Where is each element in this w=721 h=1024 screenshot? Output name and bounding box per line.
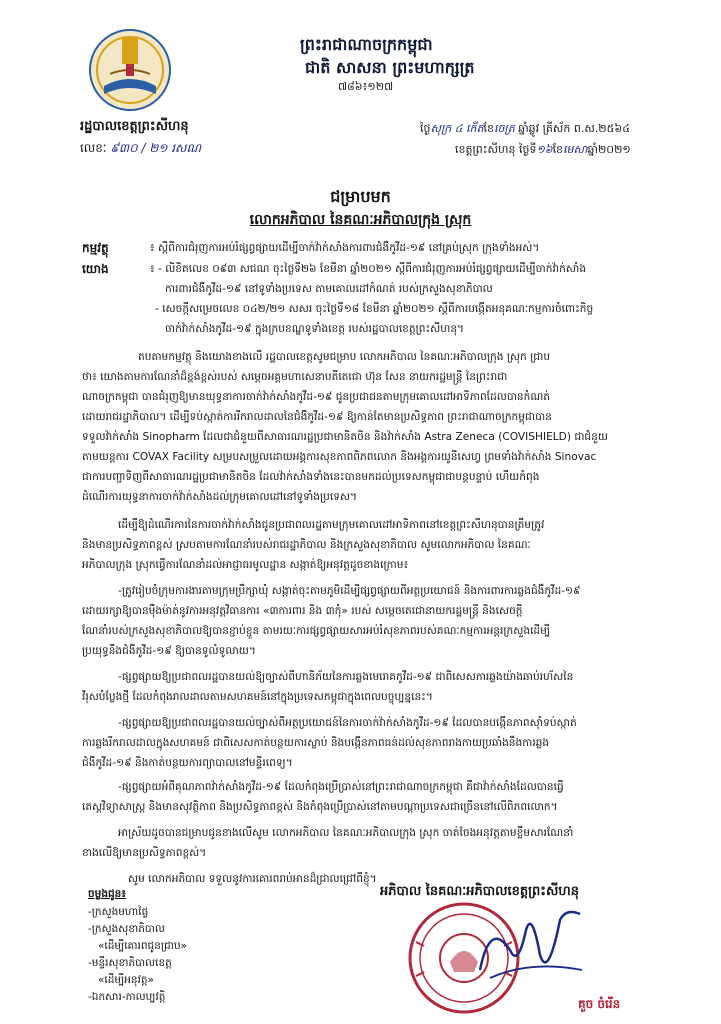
cc-item: «ដើម្បីអនុវត្ត» — [98, 974, 154, 986]
body-line: តាមយន្តការ COVAX Facility សម្របសម្រួលដោយអង្គការសុខភាពពិភពលោក និងអង្គការយូនីសេហ្វ ព្រមទាំងវ៉ាក់សាំង Sinovac — [82, 451, 597, 463]
lunar-date — [420, 122, 630, 138]
solar-date — [455, 143, 631, 159]
body-line: ដោយរាជរដ្ឋាភិបាល។ ដើម្បីទប់ស្កាត់ការរីករាលដាលនៃជំងឺកូវីដ-១៩ ឱ្យកាន់តែមានប្រសិទ្ធភាព ព្រះរាជាណាចក្រកម្ពុជាបាន — [82, 411, 552, 423]
provincial-logo — [84, 28, 176, 112]
body-line: ណាចក្រកម្ពុជា បានជំរុញឱ្យមានយុទ្ធនាការចាក់វ៉ាក់សាំងកូវីដ-១៩ ជូនប្រជាជនតាមក្រុមគោលដៅអាទិភាពដែលបានកំណត់ — [82, 391, 551, 403]
solar-month-label: ខែ — [552, 143, 564, 156]
solar-day-handwritten: ១៦ — [536, 143, 553, 156]
subject-text: ៖ ស្តីពីការជំរុញការអប់រំផ្សព្វផ្សាយដើម្បីចាក់វ៉ាក់សាំងការពារជំងឺកូវីដ-១៩ នៅគ្រប់ស្រុក ក្រុងទាំងអស់។ — [150, 242, 540, 254]
cc-item: -ក្រសួងសុខាភិបាល — [88, 923, 165, 935]
bullet-line: ណែនាំរបស់ក្រសួងសុខាភិបាលឱ្យបានខ្ជាប់ខ្ជួន តាមរយៈការផ្សព្វផ្សាយសារអប់រំសុខភាពរបស់គណៈកម្មការអន្តរក្រសួងដើម្បី — [82, 625, 551, 637]
lunar-month-handwritten: ចេត្រ — [493, 122, 515, 135]
lunar-month-label: ខែ — [483, 122, 494, 135]
reference-line: - សេចក្តីសម្រេចលេខ ០៤២/២១ សសរ ចុះថ្ងៃទី១៨ ខែមីនា ឆ្នាំ២០២១ ស្តីពីការបង្កើតអនុគណៈកម្មការចំពោះកិច្ច — [155, 303, 594, 315]
lunar-date-prefix: ថ្ងៃ — [420, 122, 431, 135]
reference-line: ចាក់វ៉ាក់សាំងកូវីដ-១៩ ក្នុងក្របខណ្ឌទូទាំងខេត្ត របស់រដ្ឋបាលខេត្តព្រះសីហនុ។ — [165, 323, 465, 335]
bullet-line: -ផ្សព្វផ្សាយឱ្យប្រជាពលរដ្ឋបានយល់ច្បាស់ពីអត្ថប្រយោជន៍នៃការចាក់វ៉ាក់សាំងកូវីដ-១៩ ដែលបានបង្កើនភាពស៊ាំទប់ស្កាត់ — [118, 717, 577, 729]
bullet-line: ប្រយុទ្ធនឹងជំងឺកូវីដ-១៩ ឱ្យបានទូលំទូលាយ។ — [82, 645, 256, 657]
kingdom-title: ព្រះរាជាណាចក្រកម្ពុជា — [300, 35, 433, 54]
signatory-name: គួច ចំរើន — [578, 997, 621, 1011]
reference-prefix: លេខៈ — [80, 141, 107, 155]
salutation: ជម្រាបមក — [330, 187, 391, 206]
bullet-line: ការឆ្លងរីករាលដាលក្នុងសហគមន៍ ជាពិសេសកាត់បន្ថយការស្លាប់ និងបង្កើនភាពធន់ដល់សុខភាពរាងកាយប្រឆាំងនឹងការឆ្លង — [82, 737, 550, 749]
cc-title: ចម្លងជូន៖ — [88, 888, 126, 900]
bullet-line: វីរុសបំប្លែងថ្មី ដែលកំពុងរាលដាលតាមសហគមន៍នៅក្នុងប្រទេសកម្ពុជាក្នុងពេលបច្ចុប្បន្ននេះ។ — [82, 691, 433, 703]
solar-date-prefix: ខេត្តព្រះសីហនុ ថ្ងៃទី — [455, 143, 537, 156]
closing-line: ខាងលើឱ្យមានប្រសិទ្ធភាពខ្ពស់។ — [82, 847, 207, 859]
handwritten-signature — [470, 900, 590, 990]
recipient-title: លោកអភិបាល នៃគណៈអភិបាលក្រុង ស្រុក — [249, 212, 472, 228]
lunar-day-handwritten: សុក្រ ៤ កើត — [430, 122, 484, 135]
header-ornament: ៧៨៦៖១២៧ — [338, 80, 394, 93]
solar-year: ឆ្នាំ២០២១ — [587, 143, 631, 156]
national-motto: ជាតិ សាសនា ព្រះមហាក្សត្រ — [305, 58, 475, 77]
closing-courtesy: សូម លោកអភិបាល ទទួលនូវការគោរពរាប់អានដ៏ជ្រាលជ្រៅពីខ្ញុំ។ — [128, 873, 377, 885]
reference-number — [80, 140, 201, 158]
bullet-line: -ត្រូវរៀបចំក្រុមការងារតាមក្រុមប្រឹក្សាឃុំ សង្កាត់ចុះតាមភូមិដើម្បីផ្សព្វផ្សាយពីអត្ថប្រយោជន៍ និងការពារការឆ្លងជំងឺកូវីដ-១៩ — [118, 585, 581, 597]
body-line: អភិបាលក្រុង ស្រុកធ្វើការណែនាំដល់អាជ្ញាធរមូលដ្ឋាន សង្កាត់ឱ្យអនុវត្តដូចខាងក្រោម៖ — [82, 559, 409, 571]
reference-number-handwritten: ៩៣០ / ២១ រសណ — [110, 141, 202, 155]
issuing-office: រដ្ឋបាលខេត្តព្រះសីហនុ — [80, 119, 189, 134]
bullet-line: -ផ្សព្វផ្សាយឱ្យប្រជាពលរដ្ឋបានយល់ឱ្យច្បាស់ពីហានិភ័យនៃការឆ្លងមេរោគកូវីដ-១៩ ជាពិសេសការឆ្លងយ៉ាងឆាប់រហ័សនៃ — [118, 671, 574, 683]
body-line: និងមានប្រសិទ្ធភាពខ្ពស់ ស្របតាមការណែនាំរបស់រាជរដ្ឋាភិបាល និងក្រសួងសុខាភិបាល សូមលោកអភិបាល នៃគណៈ — [82, 539, 531, 551]
bullet-line: -ផ្សព្វផ្សាយអំពីគុណភាពវ៉ាក់សាំងកូវីដ-១៩ ដែលកំពុងប្រើប្រាស់នៅព្រះរាជាណាចក្រកម្ពុជា គឺជាវ៉ាក់សាំងដែលបានធ្វើ — [118, 781, 564, 793]
body-line: ថា៖ យោងតាមការណែនាំដ៏ខ្ពង់ខ្ពស់របស់ សម្តេចអគ្គមហាសេនាបតីតេជោ ហ៊ុន សែន នាយករដ្ឋមន្ត្រី នៃព្រះរាជា — [82, 371, 508, 383]
solar-month-handwritten: មេសា — [563, 143, 588, 156]
lunar-year: ឆ្នាំឆ្លូវ ត្រីស័ក ព.ស.២៥៦៤ — [518, 122, 630, 135]
bullet-line: ជំងឺកូវីដ-១៩ និងកាត់បន្ថយការព្យាបាលនៅមន្ទីរពេទ្យ។ — [82, 757, 293, 769]
bullet-line: ដោយរក្សាឱ្យបានម៉ឺងម៉ាត់នូវការអនុវត្តវិធានការ «៣ការពារ និង ៣កុំ» របស់ សម្តេចតេជោនាយករដ្ឋមន្ត្រី និងសេចក្តី — [82, 605, 523, 617]
cc-item: -ឯកសារ-កាលប្បវត្តិ — [88, 991, 166, 1003]
body-line: ទទួលវ៉ាក់សាំង Sinopharm ដែលជាជំនួយពីសាធារណរដ្ឋប្រជាមានិតចិន និងវ៉ាក់សាំង Astra Zeneca (COVISHIELD) ជាជំនួយ — [82, 431, 608, 443]
body-line: ដំណើរការយុទ្ធនាការចាក់វ៉ាក់សាំងដល់ក្រុមគោលដៅនៅទូទាំងប្រទេស។ — [82, 491, 358, 503]
body-line: ជាការបញ្ជាទិញពីសាធារណរដ្ឋប្រជាមានិតចិន ដែលវ៉ាក់សាំងទាំងនេះបានមកដល់ប្រទេសកម្ពុជាជាបន្តបន្ទាប់ ហើយកំពុង — [82, 471, 540, 483]
body-line: តបតាមកម្មវត្ថុ និងយោងខាងលើ រដ្ឋបាលខេត្តសូមជម្រាប លោកអភិបាល នៃគណៈអភិបាលក្រុង ស្រុក ជ្រាប — [138, 351, 551, 363]
reference-line: ៖ - លិខិតលេខ ០៩៣ សជណ ចុះថ្ងៃទី២៦ ខែមីនា ឆ្នាំ២០២១ ស្តីពីការជំរុញការអប់រំផ្សព្វផ្សាយដើម្បីចាក់វ៉ាក់សាំង — [150, 263, 587, 275]
cc-item: -ក្រសួងមហាផ្ទៃ — [88, 906, 149, 918]
subject-label: កម្មវត្ថុ — [82, 241, 109, 255]
cc-item: -មន្ទីរសុខាភិបាលខេត្ត — [88, 957, 172, 969]
reference-line: ការពារជំងឺកូវីដ-១៩ នៅទូទាំងប្រទេស តាមគោលដៅកំណត់ របស់ក្រសួងសុខាភិបាល — [165, 283, 493, 295]
cc-item: «ដើម្បីគោរពជូនជ្រាប» — [98, 940, 188, 952]
reference-label: យោង — [82, 262, 109, 276]
bullet-line: តេស្តវិទ្យាសាស្ត្រ និងមានសុវត្ថិភាព និងប្រសិទ្ធភាពខ្ពស់ និងកំពុងប្រើប្រាស់នៅតាមបណ្តាប្រទេសជាច្រើននៅលើពិភពលោក។ — [82, 801, 558, 813]
signatory-title: អភិបាល នៃគណៈអភិបាលខេត្តព្រះសីហនុ — [380, 884, 579, 899]
body-line: ដើម្បីឱ្យដំណើរការនៃការចាក់វ៉ាក់សាំងជូនប្រជាពលរដ្ឋតាមក្រុមគោលដៅអាទិភាពនៅខេត្តព្រះសីហនុបានត្រឹមត្រូវ — [118, 519, 545, 531]
closing-line: អាស្រ័យដូចបានជម្រាបជូនខាងលើសូម លោកអភិបាល នៃគណៈអភិបាលក្រុង ស្រុក ចាត់ចែងអនុវត្តតាមខ្លឹមសារណែនាំ — [118, 827, 574, 839]
